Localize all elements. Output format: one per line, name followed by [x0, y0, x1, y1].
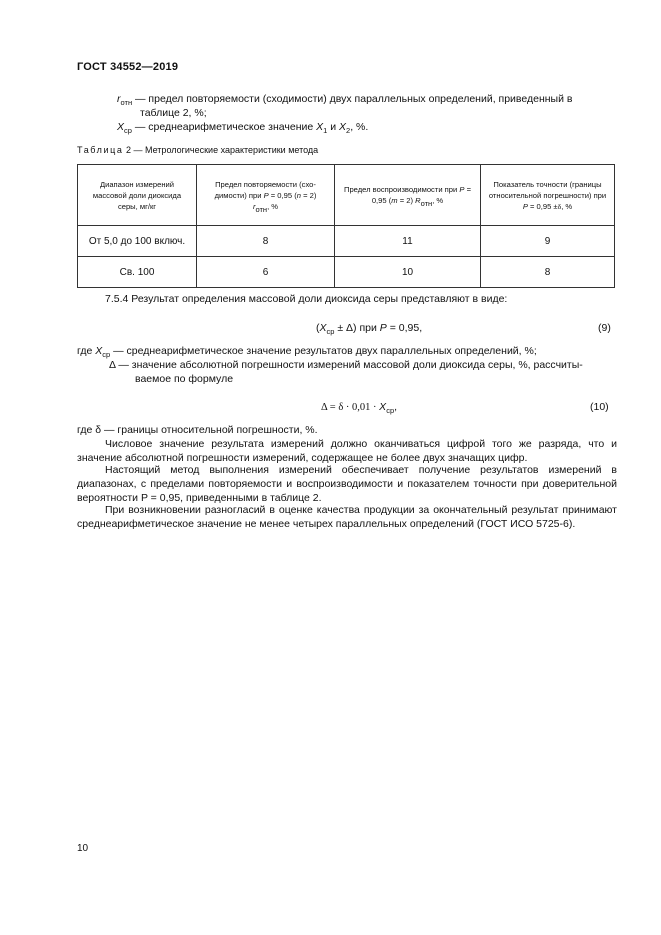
- header-reproducibility: Предел воспроизводимости при P = 0,95 (m = 2) $R_{отн}$, %: [335, 165, 481, 226]
- x1-subscript: 1: [323, 126, 328, 135]
- cell-accuracy: 9: [481, 226, 615, 257]
- r-definition-continuation: таблице 2, %;: [140, 107, 207, 119]
- cell-accuracy: 8: [481, 257, 615, 288]
- x-subscript: ср: [124, 126, 132, 135]
- table-row: [78, 226, 615, 257]
- cell-range: Св. 100: [78, 257, 197, 288]
- where-x-sr: где $X_{ср}$ — среднеарифметическое значение результатов двух параллельных определений, %;: [77, 345, 537, 359]
- r-subscript: отн: [120, 98, 133, 107]
- x2-symbol: X: [339, 121, 347, 133]
- r-definition-text: — предел повторяемости (сходимости) двух параллельных определений, приведенный в: [132, 93, 573, 105]
- cell-repeatability: 6: [197, 257, 335, 288]
- table-header-row: [78, 165, 615, 226]
- document-header: ГОСТ 34552—2019: [77, 61, 179, 73]
- definition-x-sr: [117, 120, 368, 134]
- paragraph-disputes: При возникновении разногласий в оценке качества продукции за окончательный результат принимают среднеарифметическое значение не менее четырех параллельных определений (ГОСТ ИСО 5725-6).: [77, 504, 617, 530]
- r-symbol: r: [117, 93, 121, 105]
- header-repeatability: Предел повторяемости (схо-димости) при P = 0,95 (n = 2) $r_{отн}$, %: [197, 165, 335, 226]
- table-caption: [77, 145, 318, 155]
- section-7-5-4: 7.5.4 Результат определения массовой доли диоксида серы представляют в виде:: [105, 293, 508, 305]
- formula-9-number: (9): [598, 322, 611, 334]
- where-delta: [109, 358, 617, 386]
- paragraph-method: Настоящий метод выполнения измерений обеспечивает получение результатов измерений в диапазонах, с пределами повторяемости и воспроизводимости и показателем точности при доверительной вероятности P = 0,95, приведенными в таблице 2.: [77, 464, 617, 504]
- x1-symbol: X: [316, 121, 324, 133]
- x-symbol: X: [117, 121, 125, 133]
- table-caption-word: Таблица: [77, 145, 124, 155]
- where-delta-small: где δ — границы относительной погрешности, %.: [77, 424, 318, 436]
- page-number: 10: [77, 843, 89, 854]
- x-definition-end: , %.: [350, 121, 369, 133]
- header-accuracy: Показатель точности (границы относительной погрешности) при P = 0,95 ±δ, %: [481, 165, 615, 226]
- cell-reproducibility: 10: [335, 257, 481, 288]
- header-range: Диапазон измерений массовой доли диоксида серы, мг/кг: [78, 165, 197, 226]
- delta-text-continuation: ваемое по формуле: [135, 373, 234, 385]
- formula-10: $\Delta = \delta \cdot 0,01 \cdot X_{ср}$,: [321, 401, 398, 415]
- x-and: и: [327, 121, 340, 133]
- cell-reproducibility: 11: [335, 226, 481, 257]
- cell-repeatability: 8: [197, 226, 335, 257]
- x-definition-text: — среднеарифметическое значение: [131, 121, 317, 133]
- formula-9: $(X_{ср} \pm \Delta)$ при P = 0,95,: [316, 322, 423, 336]
- definition-r-otn: [117, 92, 617, 120]
- x2-subscript: 2: [346, 126, 351, 135]
- paragraph-rounding: Числовое значение результата измерений должно оканчиваться цифрой того же разряда, что и значение абсолютной погрешности измерений, содержащее не более двух значащих цифр.: [77, 438, 617, 464]
- metrology-table: [77, 164, 615, 288]
- cell-range: От 5,0 до 100 включ.: [78, 226, 197, 257]
- delta-text: Δ — значение абсолютной погрешности измерений массовой доли диоксида серы, %, рассчиты-: [109, 359, 583, 371]
- table-caption-text: 2 — Метрологические характеристики метода: [123, 145, 319, 155]
- formula-10-number: (10): [590, 401, 609, 413]
- table-row: [78, 257, 615, 288]
